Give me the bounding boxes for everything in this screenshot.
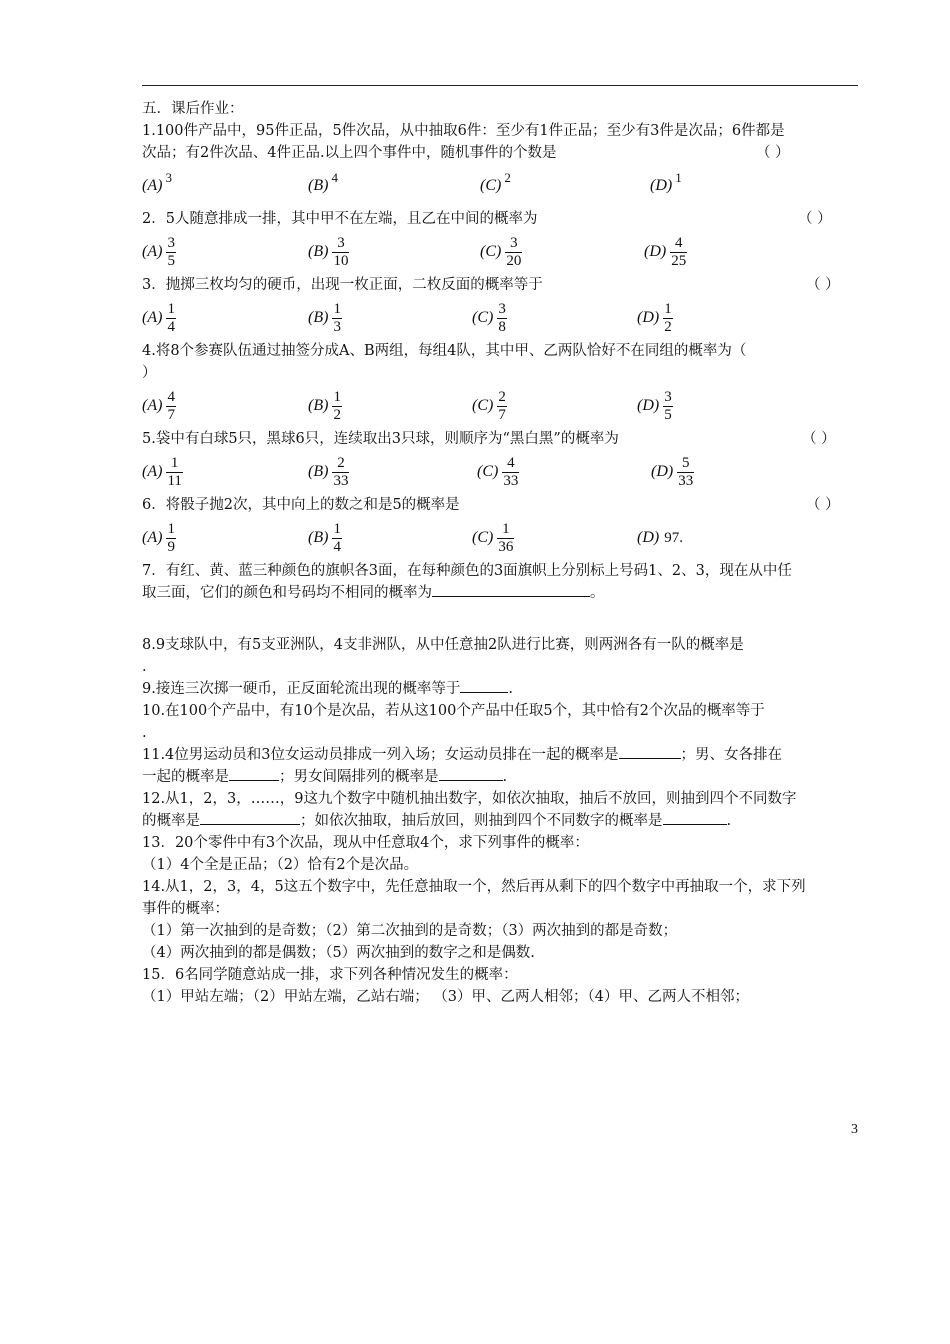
fraction: $\frac{1}{2}$ [333, 388, 341, 423]
q4-line1: 4.将8个参赛队伍通过抽签分成A、B两组，每组4队，其中甲、乙两队恰好不在同组的概率为（ [142, 343, 747, 359]
option-letter: (B) [308, 309, 329, 326]
fraction: $\frac{1}{4}$ [333, 520, 341, 555]
q1-options [142, 164, 858, 208]
q5-option-d [651, 455, 694, 490]
fraction: $\frac{1}{11}$ [167, 454, 182, 489]
option-letter: (D) [637, 529, 660, 546]
q14-line4: （4）两次抽到的都是偶数；（5）两次抽到的数字之和是偶数. [142, 945, 535, 961]
q3-text: 3．抛掷三枚均匀的硬币，出现一枚正面，二枚反面的概率等于 [142, 277, 543, 293]
option-value: 3 [165, 170, 172, 185]
fraction: $\frac{4}{25}$ [671, 234, 687, 269]
fraction: $\frac{1}{2}$ [664, 300, 672, 335]
q7-answer-blank[interactable] [432, 582, 590, 597]
q11-line1 [142, 744, 858, 766]
q5-option-b [308, 455, 477, 490]
fraction: $\frac{3}{8}$ [498, 300, 506, 335]
q6-option-a [142, 521, 308, 556]
q7-text: 取三面，它们的颜色和号码均不相同的概率为 [142, 585, 432, 601]
q4-options [142, 384, 858, 428]
q11-answer-blank-3[interactable] [439, 766, 503, 781]
q6-option-d [637, 527, 683, 549]
fraction: $\frac{4}{33}$ [503, 454, 519, 489]
q10-line1: 10.在100个产品中，有10个是次品，若从这100个产品中任取5个，其中恰有2个次品的概率等于 [142, 703, 765, 719]
q12-line2 [142, 810, 858, 832]
fraction: $\frac{1}{36}$ [498, 520, 514, 555]
q2-options [142, 230, 858, 274]
q3-option-a [142, 301, 308, 336]
q10-line2: . [142, 725, 147, 741]
fraction: $\frac{1}{3}$ [333, 300, 341, 335]
option-letter: (A) [142, 529, 163, 546]
q4-option-c [472, 389, 637, 424]
q14-line3: （1）第一次抽到的是奇数；（2）第二次抽到的是奇数；（3）两次抽到的都是奇数； [142, 923, 678, 939]
q7-line1: 7．有红、黄、蓝三种颜色的旗帜各3面，在每种颜色的3面旗帜上分别标上号码1、2、3，现在从中任 [142, 563, 792, 579]
option-value: 1 [675, 170, 682, 185]
fraction: $\frac{1}{9}$ [167, 520, 175, 555]
q5-option-a [142, 455, 308, 490]
q1-option-a [142, 170, 308, 197]
q5-option-c [477, 455, 651, 490]
q5-options [142, 450, 858, 494]
option-letter: (C) [480, 243, 502, 260]
q3-option-d [637, 301, 673, 336]
q13-line1: 13．20个零件中有3个次品，现从中任意取4个，求下列事件的概率： [142, 835, 589, 851]
option-letter: (B) [308, 243, 329, 260]
q11-text-end: . [502, 769, 508, 785]
q2-answer-paren: （ ） [798, 211, 832, 227]
header-rule [142, 85, 858, 86]
q14-line2: 事件的概率： [142, 901, 229, 917]
fraction: $\frac{3}{20}$ [506, 234, 522, 269]
option-letter: (A) [142, 309, 163, 326]
q15-line1: 15．6名同学随意站成一排，求下列各种情况发生的概率： [142, 967, 518, 983]
q11-text-mid: ；男、女各排在 [680, 747, 783, 763]
fraction: $\frac{4}{7}$ [167, 388, 175, 423]
q4-option-a [142, 389, 308, 424]
q6-option-b [308, 521, 472, 556]
q12-text: 的概率是 [142, 813, 200, 829]
fraction: $\frac{2}{33}$ [333, 454, 349, 489]
q1-answer-paren: （ ） [756, 145, 790, 161]
section-title: 五．课后作业： [142, 101, 244, 117]
option-letter: (B) [308, 529, 329, 546]
q11-text-mid: ；男女间隔排列的概率是 [279, 769, 439, 785]
option-letter: (C) [472, 309, 494, 326]
q13-line2: （1）4个全是正品；（2）恰有2个是次品。 [142, 857, 419, 873]
fraction: $\frac{2}{7}$ [498, 388, 506, 423]
option-letter: (A) [142, 243, 163, 260]
option-letter: (D) [650, 177, 673, 194]
q2-line1 [142, 208, 858, 230]
option-letter: (B) [308, 397, 329, 414]
q3-line1 [142, 274, 858, 296]
option-value: 4 [331, 170, 338, 185]
q5-line1 [142, 428, 858, 450]
q1-option-d [650, 170, 682, 197]
option-letter: (C) [477, 463, 499, 480]
q11-line2 [142, 766, 858, 788]
option-value: 2 [504, 170, 511, 185]
q4-option-d [637, 389, 673, 424]
q2-option-b [308, 235, 480, 270]
q2-text: 2．5人随意排成一排，其中甲不在左端，且乙在中间的概率为 [142, 211, 538, 227]
q12-answer-blank-1[interactable] [200, 810, 300, 825]
q3-option-b [308, 301, 472, 336]
q6-text: 6．将骰子抛2次，其中向上的数之和是5的概率是 [142, 497, 460, 513]
q8-line2: . [142, 659, 147, 675]
q9-line1 [142, 678, 858, 700]
q11-text: 一起的概率是 [142, 769, 229, 785]
q4-line2: ） [142, 365, 157, 381]
q2-option-c [480, 235, 644, 270]
q12-line1: 12.从1，2，3，……，9这九个数字中随机抽出数字，如依次抽取，抽后不放回，则抽到四个不同数字 [142, 791, 797, 807]
option-letter: (C) [472, 397, 494, 414]
q6-options [142, 516, 858, 560]
q6-answer-paren: （ ） [806, 497, 840, 513]
q1-line1: 1.100件产品中，95件正品，5件次品，从中抽取6件：至少有1件正品；至少有3件是次品；6件都是 [142, 123, 785, 139]
option-letter: (C) [472, 529, 494, 546]
option-letter: (D) [637, 397, 660, 414]
q8-line1: 8.9支球队中，有5支亚洲队，4支非洲队，从中任意抽2队进行比赛，则两洲各有一队的概率是 [142, 637, 744, 653]
q12-text-mid: ；如依次抽取，抽后放回，则抽到四个不同数字的概率是 [300, 813, 663, 829]
q2-option-d [644, 235, 687, 270]
q11-answer-blank-1[interactable] [619, 744, 681, 759]
q5-text: 5.袋中有白球5只，黑球6只，连续取出3只球，则顺序为“黑白黑”的概率为 [142, 431, 619, 447]
fraction: $\frac{5}{33}$ [678, 454, 694, 489]
option-letter: (A) [142, 177, 163, 194]
q5-answer-paren: （ ） [802, 431, 836, 447]
option-letter: (A) [142, 397, 163, 414]
q9-text: 9.接连三次掷一硬币，正反面轮流出现的概率等于 [142, 681, 461, 697]
fraction: $\frac{3}{5}$ [167, 234, 175, 269]
q1-option-b [308, 170, 480, 197]
option-letter: (A) [142, 463, 163, 480]
q3-options [142, 296, 858, 340]
fraction: $\frac{1}{4}$ [167, 300, 175, 335]
q1-line2 [142, 142, 858, 164]
q1-text: 次品；有2件次品、4件正品.以上四个事件中，随机事件的个数是 [142, 145, 557, 161]
q12-text-end: . [726, 813, 732, 829]
q14-line1: 14.从1，2，3，4，5这五个数字中，先任意抽取一个，然后再从剩下的四个数字中再抽取一个，求下列 [142, 879, 806, 895]
spacer [142, 626, 858, 634]
option-letter: (D) [637, 309, 660, 326]
q1-option-c [480, 170, 650, 197]
q4-option-b [308, 389, 472, 424]
page-number: 3 [851, 1122, 858, 1137]
q6-option-c [472, 521, 637, 556]
q7-line2 [142, 582, 858, 604]
q3-answer-paren: （ ） [806, 277, 840, 293]
q9-text-end: . [508, 681, 513, 697]
exercise-content [142, 98, 858, 1008]
q15-line2: （1）甲站左端；（2）甲站左端，乙站右端； （3）甲、乙两人相邻；（4）甲、乙两人不相邻； [142, 989, 750, 1005]
option-letter: (B) [308, 463, 329, 480]
option-letter: (B) [308, 177, 329, 194]
spacer [142, 604, 858, 626]
option-letter: (D) [644, 243, 667, 260]
option-letter: (D) [651, 463, 674, 480]
q2-option-a [142, 235, 308, 270]
q11-text: 11.4位男运动员和3位女运动员排成一列入场；女运动员排在一起的概率是 [142, 747, 619, 763]
q9-answer-blank[interactable] [460, 678, 508, 693]
q6-line1 [142, 494, 858, 516]
fraction: $\frac{3}{5}$ [664, 388, 672, 423]
q11-answer-blank-2[interactable] [229, 766, 279, 781]
fraction: $\frac{3}{10}$ [333, 234, 349, 269]
option-value: 97. [664, 530, 683, 546]
option-letter: (C) [480, 177, 502, 194]
q3-option-c [472, 301, 637, 336]
q7-text-end: 。 [590, 585, 605, 601]
q12-answer-blank-2[interactable] [663, 810, 727, 825]
